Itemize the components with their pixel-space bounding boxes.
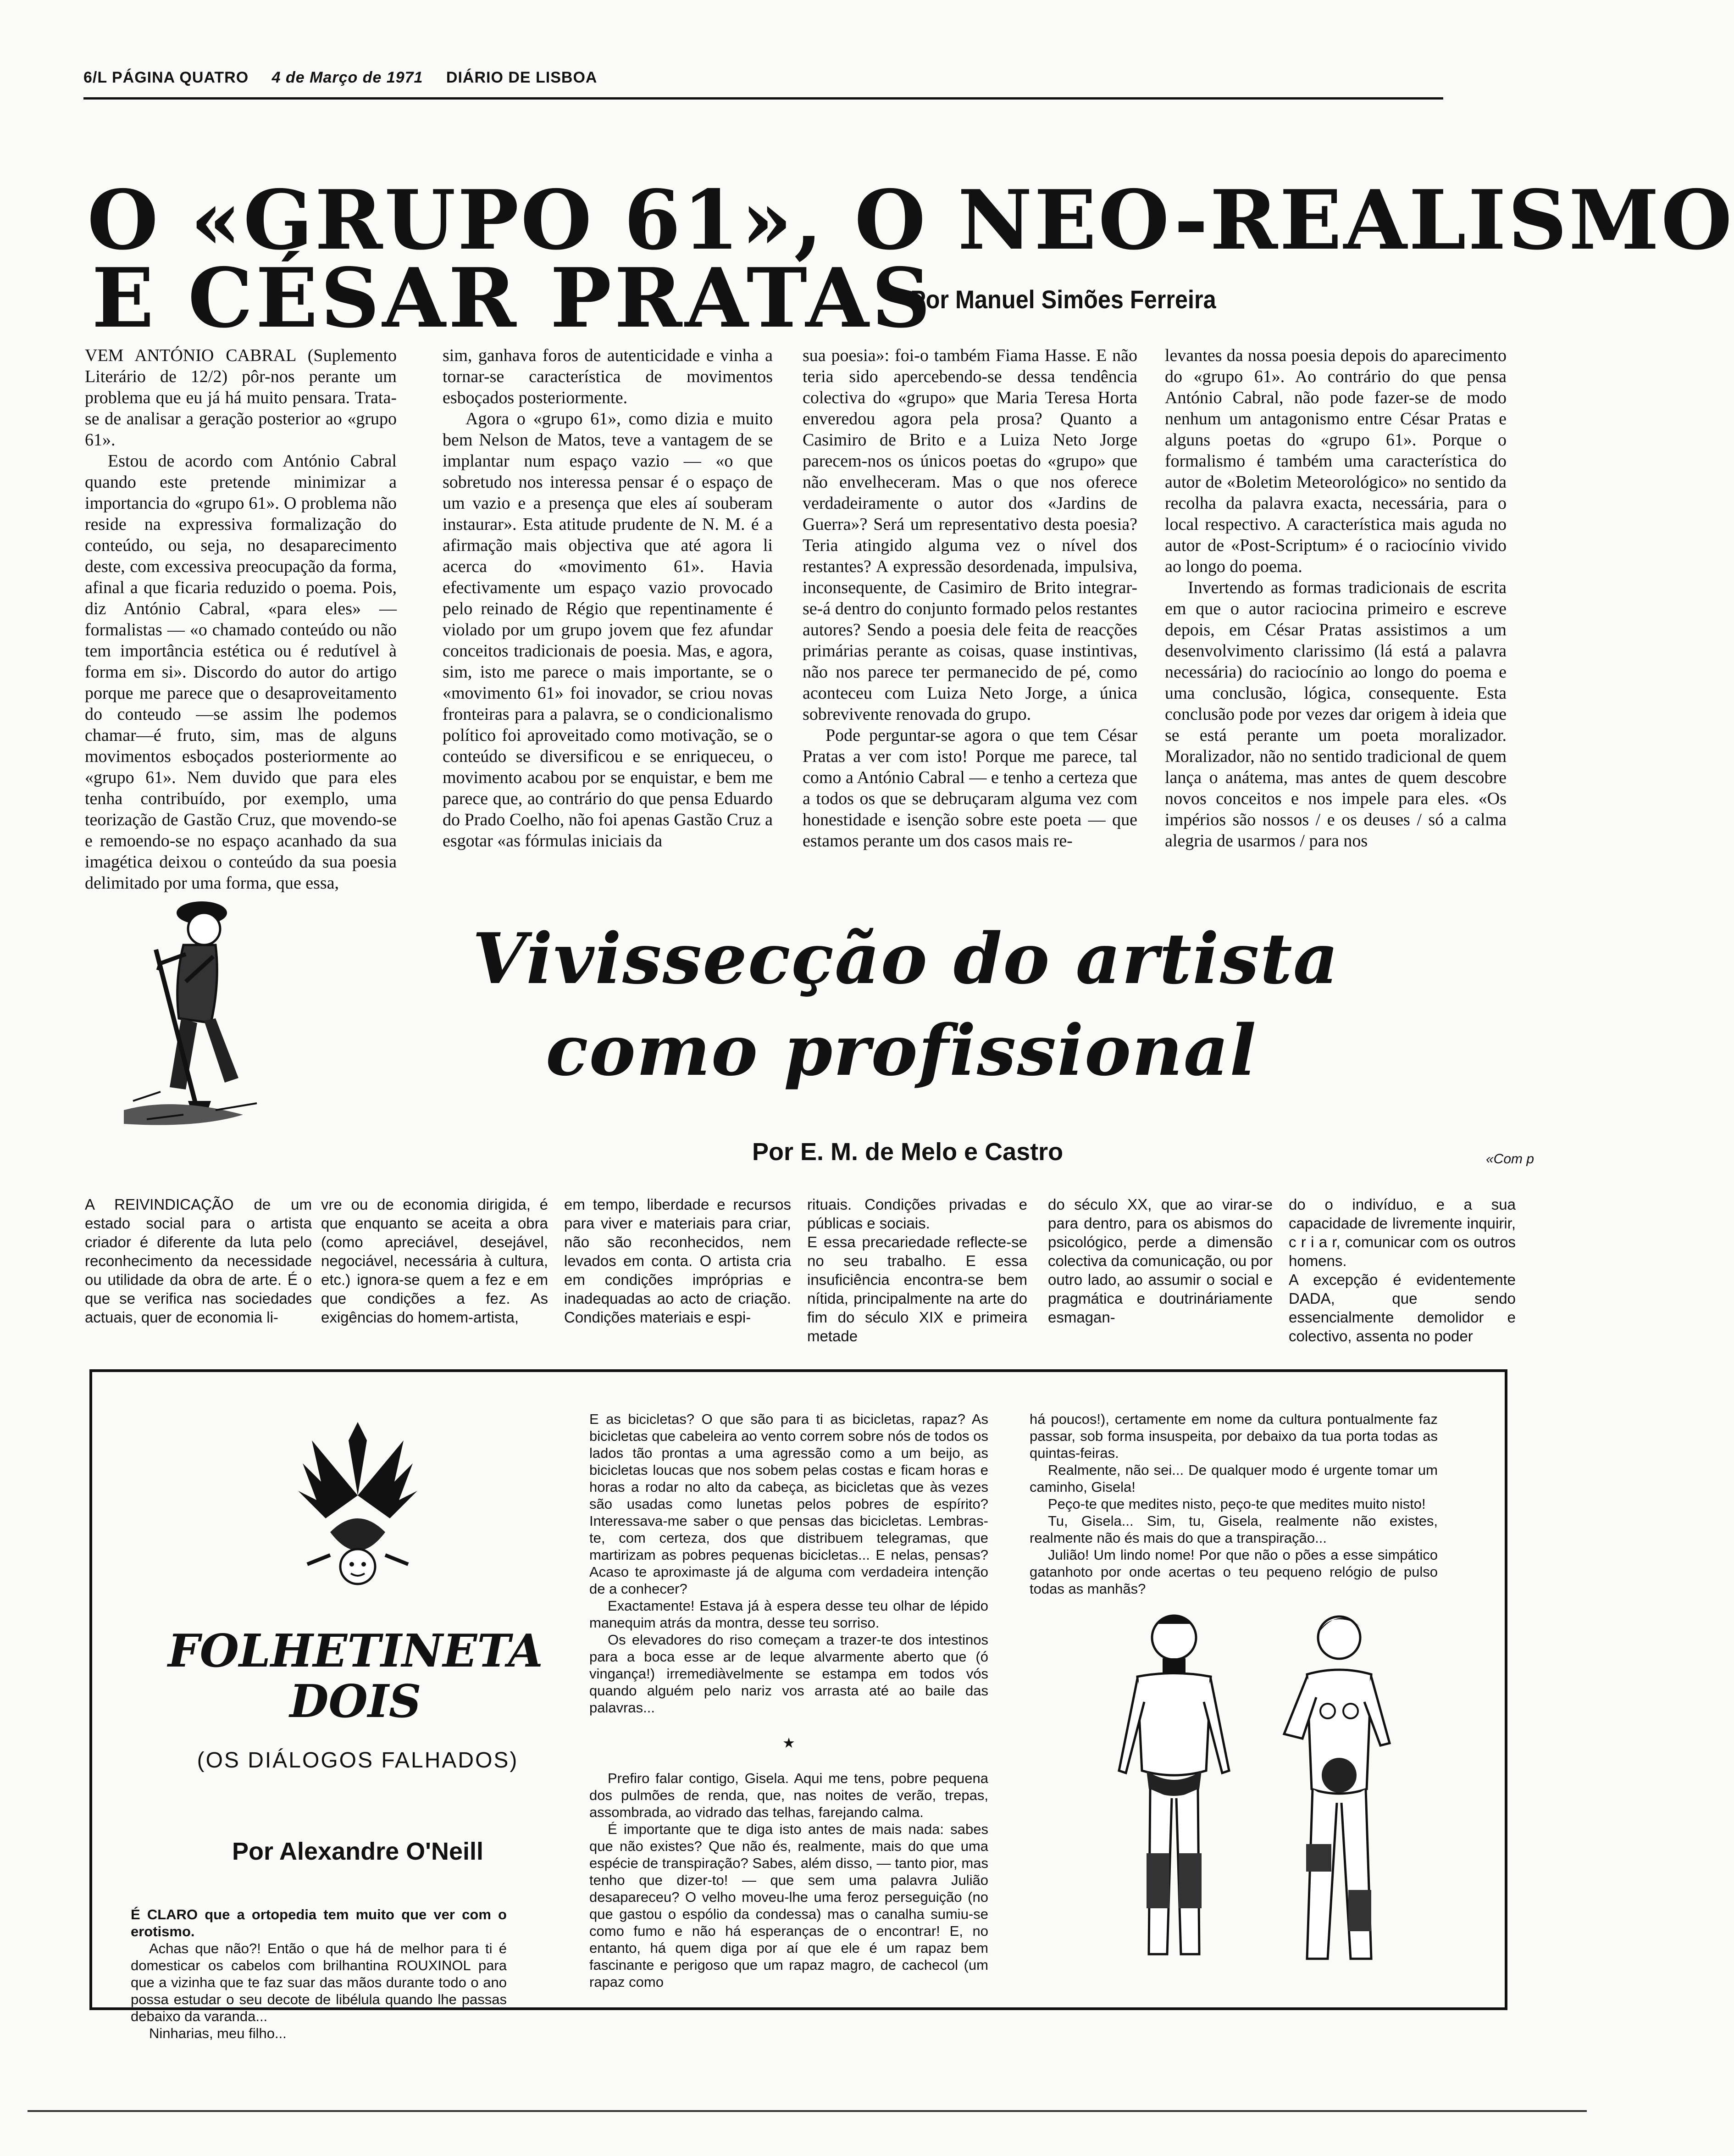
paragraph: Tu, Gisela... Sim, tu, Gisela, realmente não existes, realmente não és mais do que a transpiração... (1030, 1513, 1438, 1546)
article2-column-6 (1289, 1195, 1516, 1346)
article2-column-4 (807, 1195, 1027, 1346)
paragraph: É importante que te diga isto antes de mais nada: sabes que não existes? Que não és, realmente, mais do que uma espécie de transpiração? Sabes, além disso, — tanto pior, mas tenho que dizer-to! — que sem uma palavra Julião desapareceu? O velho moveu-lhe uma feroz perseguição (no que gastou o espólio da condessa) mas o canalha sumiu-se como fumo e não há esperanças de o encontrar! E, no entanto, há quem diga por aí que ele é um rapaz bem fascinante e perigoso que um rapaz magro, de cachecol (um rapaz como (589, 1821, 988, 1990)
article3-column-3 (1030, 1411, 1438, 1597)
newspaper-name: DIÁRIO DE LISBOA (446, 69, 598, 86)
paragraph: há poucos!), certamente em nome da cultura pontualmente faz passar, sob forma insuspeita, por debaixo da tua porta todas as quintas-feiras. (1030, 1411, 1438, 1461)
header-rule (83, 97, 1443, 100)
article2-column-2 (321, 1195, 548, 1346)
paragraph: Ninharias, meu filho... (149, 2025, 287, 2041)
paragraph: rituais. Condições privadas e públicas e sociais. E essa precariedade reflecte-se no seu trabalho. E essa insuficiência encontra-se bem nítida, principalmente na arte do fim do século XIX e primeira metade (807, 1196, 1027, 1345)
article3-byline: Por Alexandre O'Neill (232, 1838, 483, 1865)
article2-column-3 (564, 1195, 791, 1346)
article3-column-2 (589, 1411, 988, 1998)
paragraph: Pode perguntar-se agora o que tem César Pratas a ver com isto! Porque me parece, tal como a António Cabral — e tenho a certeza que a todos os que se debruçaram alguma vez com honestidade e isenção sobre este poeta — que estamos perante um dos casos mais re- (803, 726, 1137, 850)
paragraph: do século XX, que ao virar-se para dentro, para os abismos do psicológico, perde a dimensão colectiva da comunicação, ou por outro lado, ao assumir o social e pragmática e doutrináriamente esmagan- (1048, 1196, 1273, 1326)
paragraph: É CLARO que a ortopedia tem muito que ver com o erotismo. (131, 1906, 507, 1939)
paragraph: Agora o «grupo 61», como dizia e muito bem Nelson de Matos, teve a vantagem de se implantar num espaço vazio — «o que sobretudo nos interessa pensar é o espaço de um vazio e a presença que eles aí souberam instaurar». Esta atitude prudente de N. M. é a afirmação mais objectiva que até agora li acerca do «movimento 61». Havia efectivamente um espaço vazio provocado pelo reinado de Régio que repentinamente é violado por um grupo jovem que fez afundar conceitos tradicionais de poesia. Mas, e agora, sim, isto me parece o mais importante, se o «movimento 61» foi inovador, se criou novas fronteiras para a palavra, se o condicionalismo político foi aproveitado como motivação, se o conteúdo se diversificou e se enriqueceu, o movimento acabou por se enquistar, e bem me parece que, ao contrário do que pensa Eduardo do Prado Coelho, não foi apenas Gastão Cruz a esgotar «as fórmulas iniciais da (443, 409, 773, 850)
paragraph: Os elevadores do riso começam a trazer-te dos intestinos para a boca esse ar de leque alvarmente aberto que (ó vingança!) irremediàvelmente se estampa em todos vós quando alguém pelo nariz vos arrasta até ao baile das palavras... (589, 1632, 988, 1716)
anatomical-figures-illustration (1069, 1596, 1445, 1986)
paragraph: Prefiro falar contigo, Gisela. Aqui me tens, pobre pequena dos pulmões de renda, que, nas noites de verão, trepas, assombrada, ao vidrado das telhas, farejando calma. (589, 1770, 988, 1820)
paragraph: em tempo, liberdade e recursos para viver e materiais para criar, não são reconhecidos, nem levados em conta. O artista cria em condições impróprias e inadequadas ao acto de criação. Condições materiais e espi- (564, 1196, 791, 1326)
article3-subtitle: (OS DIÁLOGOS FALHADOS) (197, 1748, 519, 1773)
paragraph: Invertendo as formas tradicionais de escrita em que o autor raciocina primeiro e escreve depois, em César Pratas assistimos a um desenvolvimento clarissimo (lá está a palavra necessária) do raciocínio ao longo do poema e uma conclusão, lógica, consequente. Esta conclusão pode por vezes dar origem à ideia que se está perante um poeta moralizador. Moralizador, não no sentido tradicional de quem lança o anátema, mas antes de quem descobre novos conceitos e nos impele para eles. «Os impérios são nossos / e os deuses / só a calma alegria de usarmos / para nos (1165, 578, 1507, 850)
article1-title-line1: O «GRUPO 61», O NEO-REALISMO (87, 172, 1734, 268)
paragraph: Julião! Um lindo nome! Por que não o pões a esse simpático gatanhoto por onde acertas o teu pequeno relógio de pulso todas as manhãs? (1030, 1547, 1438, 1597)
article1-title-line2: E CÉSAR PRATAS (92, 250, 934, 346)
article2-column-5 (1048, 1195, 1273, 1346)
paragraph: vre ou de economia dirigida, é que enquanto se aceita a obra (como apreciável, desejável, negociável, necessária à cultura, etc.) ignora-se quem a fez e em que condições a fez. As exigências do homem-artista, (321, 1196, 548, 1326)
paragraph: Estou de acordo com António Cabral quando este pretende minimizar a importancia do «grupo 61». O problema não reside na expressiva formalização do conteúdo, ou seja, no desaparecimento deste, com excessiva preocupação da forma, afinal a que ficaria reduzido o poema. Pois, diz António Cabral, «para eles» — formalistas — «o chamado conteúdo ou não tem importância estética ou é redutível à forma em si». Discordo do autor do artigo porque me parece que o desaproveitamento do conteudo —se assim lhe podemos chamar—é fruto, sim, mas de alguns movimentos esboçados posteriormente ao «grupo 61». Nem duvido que para eles tenha contribuído, por exemplo, uma teorização de Gastão Cruz, que movendo-se e remoendo-se no espaço acanhado da sua imagética deixou o conteúdo da sua poesia delimitado por uma forma, que essa, (85, 451, 397, 893)
paragraph: A REIVINDICAÇÃO de um estado social para o artista criador é diferente da luta pelo reconhecimento da necessidade ou utilidade da obra de arte. É o que se verifica nas sociedades actuais, quer de economia li- (85, 1196, 312, 1326)
article2-title-line2: como profissional (546, 1009, 1257, 1091)
digging-worker-illustration (105, 872, 298, 1128)
article1-column-4 (1165, 345, 1507, 856)
paragraph: do o indivíduo, e a sua capacidade de livremente inquirir, c r i a r, comunicar com os outros homens. A excepção é evidentemente DADA, que sendo essencialmente demolidor e colectivo, assenta no poder (1289, 1196, 1516, 1345)
paragraph: Achas que não?! Então o que há de melhor para ti é domesticar os cabelos com brilhantina ROUXINOL para que a vizinha que te faz suar das mãos durante todo o ano possa estudar o seu decote de libélula quando lhe passas debaixo da varanda... (131, 1940, 507, 2024)
article1-column-1 (85, 345, 397, 893)
article2-title-line1: Vivissecção do artista (472, 917, 1340, 1000)
page-header (83, 69, 615, 87)
article1-column-3 (803, 345, 1137, 856)
paragraph: Peço-te que medites nisto, peço-te que medites muito nisto! (1048, 1496, 1426, 1512)
article1-column-2 (443, 345, 773, 856)
article1-byline: Por Manuel Simões Ferreira (910, 285, 1216, 314)
issue-date: 4 de Março de 1971 (271, 69, 423, 86)
paragraph: levantes da nossa poesia depois do aparecimento do «grupo 61». Ao contrário do que pensa António Cabral, não pode fazer-se de modo nenhum um antagonismo entre César Pratas e alguns poetas do «grupo 61». Porque o formalismo é também uma característica do autor de «Boletim Meteorológico» no sentido da recolha da palavra exacta, necessária, para o local respectivo. A característica mais aguda no autor de «Post-Scriptum» é o raciocínio vivido ao longo do poema. (1165, 346, 1507, 576)
article2-byline: Por E. M. de Melo e Castro (752, 1138, 1064, 1166)
paragraph: Realmente, não sei... De qualquer modo é urgente tomar um caminho, Gisela! (1030, 1462, 1438, 1495)
article3-title: FOLHETINETA DOIS (168, 1625, 543, 1728)
winged-angel-emblem (294, 1413, 422, 1606)
section-star: ★ (782, 1735, 795, 1751)
paragraph: Exactamente! Estava já à espera desse teu olhar de lépido manequim atrás da montra, desse teu sorriso. (589, 1598, 988, 1631)
paragraph: E as bicicletas? O que são para ti as bicicletas, rapaz? As bicicletas que cabeleira ao vento correm sobre nós de todos os lados tão prontas a uma agressão como a um beijo, as bicicletas loucas que nos sobem pelas costas e ficam horas e horas a rodar no alto da cabeça, as bicicletas que às vezes são usadas como lunetas pelos pobres de espírito? Interessava-me saber o que pensas das bicicletas. Lembras-te, com certeza, dos que distribuem telegramas, que martirizam as pobres pequenas bicicletas... E nelas, pensas? Acaso te aproximaste já de alguma com verdadeira intenção de a conhecer? (589, 1411, 988, 1597)
article2-continuation: «Com p (1486, 1151, 1535, 1167)
article2-column-1 (85, 1195, 312, 1346)
paragraph: VEM ANTÓNIO CABRAL (Suplemento Literário de 12/2) pôr-nos perante um problema que eu já há muito pensara. Trata-se de analisar a geração posterior ao «grupo 61». (85, 346, 397, 450)
article3-column-1 (131, 1906, 507, 2041)
paragraph: sua poesia»: foi-o também Fiama Hasse. E não teria sido apercebendo-se dessa tendência colectiva do «grupo» que Maria Teresa Horta enveredou agora pela prosa? Quanto a Casimiro de Brito e a Luiza Neto Jorge parecem-nos os únicos poetas do «grupo» que não envelheceram. Mas o que nos oferece verdadeiramente o autor dos «Jardins de Guerra»? Será um representativo desta poesia? Teria atingido alguma vez o nível dos restantes? A expressão desordenada, impulsiva, inconsequente, de Casimiro de Brito integrar-se-á dentro do conjunto formado pelos restantes autores? Sendo a poesia dele feita de reacções primárias perante as coisas, quase instintivas, não nos parece ter permanecido de pé, como aconteceu com Luiza Neto Jorge, a única sobrevivente renovada do grupo. (803, 346, 1137, 724)
page-number: 6/L PÁGINA QUATRO (83, 69, 249, 86)
page-bottom-rule (28, 2110, 1587, 2112)
paragraph: sim, ganhava foros de autenticidade e vinha a tornar-se característica de movimentos esboçados posteriormente. (443, 346, 773, 407)
